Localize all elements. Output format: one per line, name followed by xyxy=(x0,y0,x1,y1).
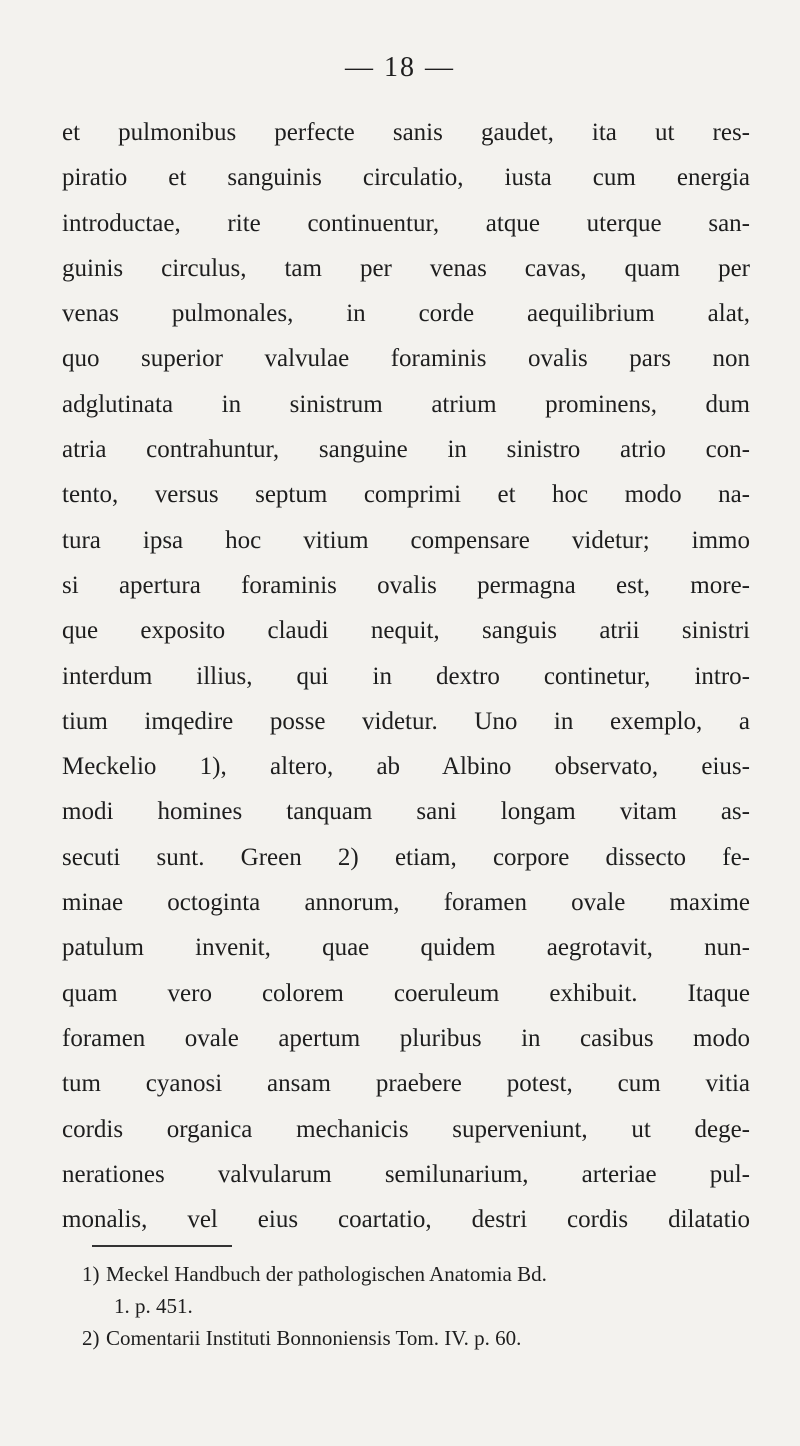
text-line: venas pulmonales, in corde aequilibrium alat, xyxy=(62,300,750,328)
footnote-number: 2) xyxy=(82,1326,100,1350)
text-line: atria contrahuntur, sanguine in sinistro atrio con- xyxy=(62,436,750,464)
text-line: guinis circulus, tam per venas cavas, quam per xyxy=(62,254,750,282)
footnote-2 xyxy=(62,1322,752,1354)
footnote-text-continued: 1. p. 451. xyxy=(114,1294,193,1318)
text-line: patulum invenit, quae quidem aegrotavit, nun- xyxy=(62,934,750,962)
text-line: Meckelio 1), altero, ab Albino observato, eius- xyxy=(62,753,750,781)
text-line: introductae, rite continuentur, atque uterque san- xyxy=(62,209,750,237)
text-line: foramen ovale apertum pluribus in casibus modo xyxy=(62,1024,750,1052)
text-line: cordis organica mechanicis superveniunt, ut dege- xyxy=(62,1115,750,1143)
footnote-separator xyxy=(92,1245,232,1247)
text-line: interdum illius, qui in dextro continetur, intro- xyxy=(62,662,750,690)
footnote-text: Meckel Handbuch der pathologischen Anatomia Bd. xyxy=(106,1262,547,1286)
page-number-header: — 18 — xyxy=(345,52,455,83)
text-line: piratio et sanguinis circulatio, iusta cum energia xyxy=(62,164,750,192)
footnote-number: 1) xyxy=(82,1262,100,1286)
text-line: tum cyanosi ansam praebere potest, cum vitia xyxy=(62,1070,750,1098)
text-line: si apertura foraminis ovalis permagna est, more- xyxy=(62,571,750,599)
text-line: secuti sunt. Green 2) etiam, corpore dissecto fe- xyxy=(62,843,750,871)
text-line: minae octoginta annorum, foramen ovale maxime xyxy=(62,889,750,917)
text-line: et pulmonibus perfecte sanis gaudet, ita ut res- xyxy=(62,119,750,146)
text-line: tura ipsa hoc vitium compensare videtur; immo xyxy=(62,526,750,554)
text-line: que exposito claudi nequit, sanguis atrii sinistri xyxy=(62,617,750,645)
footnotes xyxy=(62,1258,752,1354)
text-line: quam vero colorem coeruleum exhibuit. Itaque xyxy=(62,979,750,1007)
text-line: tento, versus septum comprimi et hoc modo na- xyxy=(62,481,750,509)
text-line: tium imqedire posse videtur. Uno in exemplo, a xyxy=(62,707,750,735)
footnote-text: Comentarii Instituti Bonnoniensis Tom. IV. p. 60. xyxy=(106,1326,522,1350)
text-line: adglutinata in sinistrum atrium prominens, dum xyxy=(62,390,750,418)
footnote-1 xyxy=(62,1258,752,1322)
text-line: modi homines tanquam sani longam vitam as- xyxy=(62,798,750,826)
text-line: quo superior valvulae foraminis ovalis pars non xyxy=(62,345,750,373)
text-line: nerationes valvularum semilunarium, arteriae pul- xyxy=(62,1160,750,1188)
body-text xyxy=(62,110,750,1242)
text-line: monalis, vel eius coartatio, destri cordis dilatatio xyxy=(62,1206,750,1234)
